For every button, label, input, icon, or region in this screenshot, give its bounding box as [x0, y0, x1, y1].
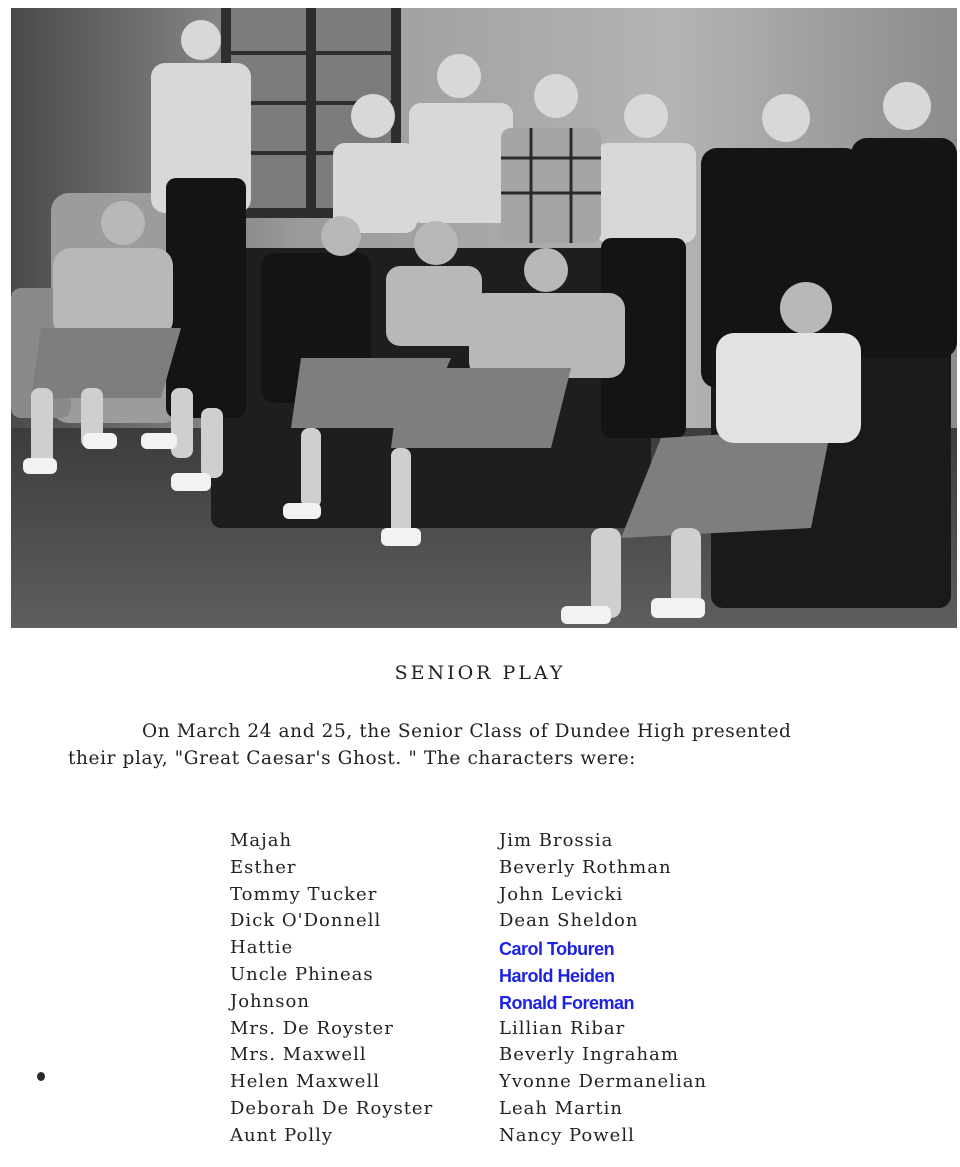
- cast-list: [230, 830, 790, 1152]
- actor-name: Leah Martin: [499, 1097, 624, 1119]
- section-heading: SENIOR PLAY: [394, 662, 566, 684]
- character-name: Uncle Phineas: [230, 963, 374, 985]
- actor-name-edited: Carol Toburen: [499, 939, 615, 960]
- actor-name: Nancy Powell: [499, 1124, 635, 1146]
- print-speck: [37, 1072, 45, 1081]
- intro-paragraph: [68, 718, 928, 772]
- cast-row: [230, 1071, 790, 1098]
- actor-name: Beverly Ingraham: [499, 1044, 679, 1066]
- actor-name: Dean Sheldon: [499, 910, 639, 932]
- cast-row: [230, 937, 790, 964]
- cast-row: [230, 910, 790, 937]
- cast-row: [230, 1098, 790, 1125]
- character-name: Esther: [230, 856, 297, 878]
- character-name: Majah: [230, 830, 293, 851]
- actor-name-edited: Ronald Foreman: [499, 992, 635, 1013]
- actor-name: Lillian Ribar: [499, 1017, 626, 1039]
- character-name: Tommy Tucker: [230, 883, 378, 905]
- cast-row: [230, 1044, 790, 1071]
- cast-row: [230, 964, 790, 991]
- cast-row: [230, 1125, 790, 1152]
- actor-name-edited: Harold Heiden: [499, 965, 615, 986]
- character-name: Helen Maxwell: [230, 1071, 380, 1093]
- cast-group-photo: [11, 8, 957, 628]
- cast-row: [230, 884, 790, 911]
- character-name: Johnson: [230, 990, 310, 1012]
- cast-photo-illustration: [11, 8, 957, 628]
- actor-name: Yvonne Dermanelian: [499, 1071, 708, 1093]
- intro-line-2: their play, "Great Caesar's Ghost. " The characters were:: [68, 748, 637, 769]
- character-name: Hattie: [230, 937, 294, 959]
- intro-line-1: On March 24 and 25, the Senior Class of Dundee High presented: [142, 721, 792, 742]
- character-name: Aunt Polly: [230, 1124, 334, 1146]
- cast-row: [230, 857, 790, 884]
- cast-row: [230, 991, 790, 1018]
- actor-name: John Levicki: [499, 883, 624, 905]
- character-name: Mrs. De Royster: [230, 1017, 394, 1039]
- actor-name: Jim Brossia: [499, 830, 614, 851]
- actor-name: Beverly Rothman: [499, 856, 672, 878]
- character-name: Dick O'Donnell: [230, 910, 382, 932]
- character-name: Mrs. Maxwell: [230, 1044, 367, 1066]
- character-name: Deborah De Royster: [230, 1097, 434, 1119]
- cast-row: [230, 830, 790, 857]
- cast-row: [230, 1018, 790, 1045]
